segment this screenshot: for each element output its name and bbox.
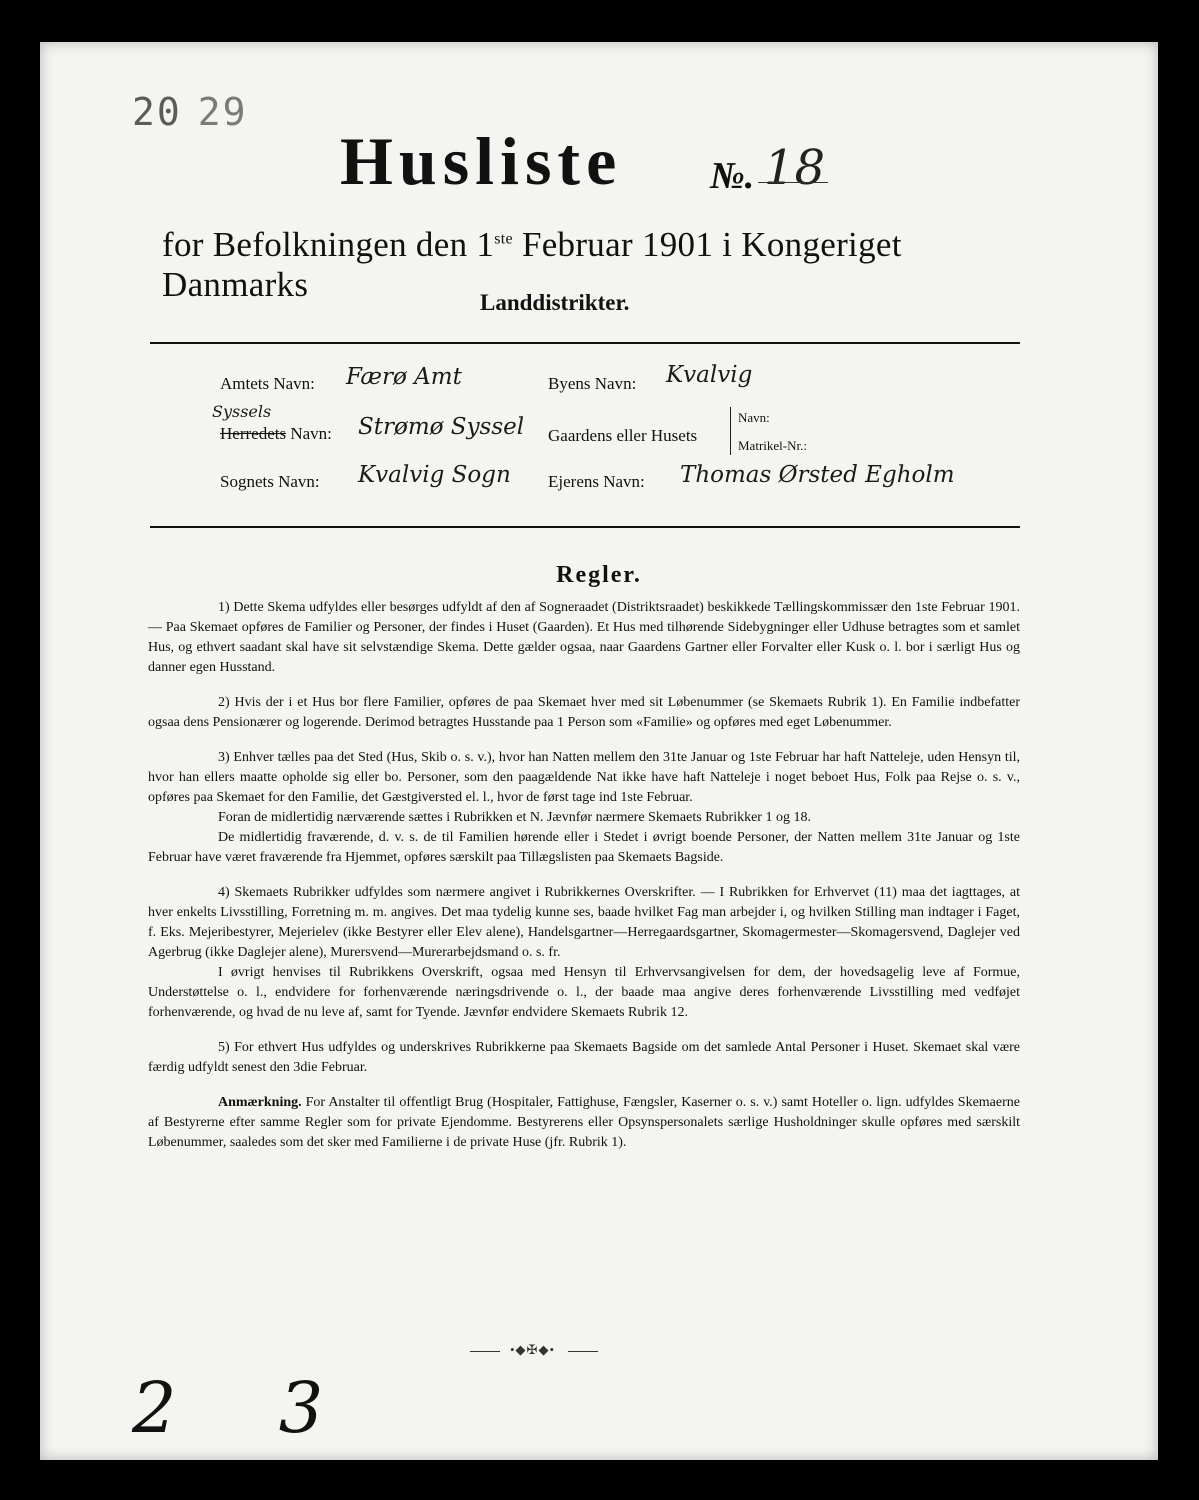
ornament-line-right [568,1351,598,1352]
gaardens-brace [730,407,731,455]
subtitle-part1: for Befolkningen den 1 [162,225,495,264]
byens-value: Kvalvig [666,362,753,388]
anmaerkning-label: Anmærkning. [218,1095,302,1110]
herredets-label: Navn: [286,424,332,443]
anmaerkning-text: For Anstalter til offentligt Brug (Hospitaler, Fattighuse, Fængsler, Kaserner o. s. v.) samt Hoteller o. lign. udfyldes Skemaerne af Bestyrerne efter samme Regler som for private Ejendomme. Bestyrerens eller Opsynspersonalets særlige Husholdninger skulle opføres med særskilt Løbenummer, saaledes som det sker med Familierne i de private Huse (jfr. Rubrik 1). [148,1095,1020,1150]
title-number-underline [758,182,828,183]
byens-label: Byens Navn: [548,374,637,393]
title-number-handwritten: 18 [764,140,826,196]
rule-4-continued: I øvrigt henvises til Rubrikkens Overskrift, ogsaa med Hensyn til Erhvervsangivelsen for dem, der hovedsagelig leve af Formue, Understøttelse o. l., endvidere for forhenværende næringsdrivende o. l., der baade maa angive deres forhenværende Livsstilling med vedføjet forhenværende, og hvad de nu leve af, samt for Tyende. Jævnfør endvidere Skemaets Rubrik 12. [148,965,1020,1020]
rule-3: 3) Enhver tælles paa det Sted (Hus, Skib o. s. v.), hvor han Natten mellem den 31te Januar og 1ste Februar har haft Natteleje, uden Hensyn til, hvor han ellers maatte opholde sig eller bo. Personer, som den paagældende Nat ikke have haft Natteleje i noget beboet Hus, Folk paa Rejse o. s. v., opføres paa Skemaet for den Familie, det Gæstgiversted el. l., hvor de først tage ind 1ste Februar. [148,750,1020,805]
bottom-handwritten-number: 2 3 [132,1367,364,1449]
stamp-numbers [132,90,248,134]
regler-heading: Regler. [556,562,642,588]
anmaerkning [148,1093,1020,1153]
divider-top [150,342,1020,344]
stamp-number-1: 20 [132,90,182,134]
herredets-correction: Syssels [212,402,272,421]
title-number-prefix: №. [710,155,755,197]
herredets-struck: Herredets [220,424,287,443]
sognets-label: Sognets Navn: [220,472,320,491]
subtitle-part2: Februar 1901 i Kongeriget Danmarks [162,225,902,304]
sognets-value: Kvalvig Sogn [358,462,511,488]
herredets-value: Strømø Syssel [358,414,525,440]
ejerens-value: Thomas Ørsted Egholm [680,462,955,488]
page-title: Husliste [340,123,623,199]
rule-5: 5) For ethvert Hus udfyldes og underskrives Rubrikkerne paa Skemaets Bagside om det samlede Antal Personer i Huset. Skemaet skal være færdig udfyldt senest den 3die Februar. [148,1040,1020,1075]
ornament-line-left [470,1351,500,1352]
rule-1: 1) Dette Skema udfyldes eller besørges udfyldt af den af Sogneraadet (Distriktsraadet) beskikkede Tællingskommissær den 1ste Februar 1901. — Paa Skemaet opføres de Familier og Personer, der findes i Huset (Gaarden). Et Hus med tilhørende Sidebygninger eller Udhuse betragtes som et samlet Hus, og ethvert saadant skal have sit selvstændige Skema. Dette gælder ogsaa, naar Gaardens Gartner eller Forvalter eller Kusk o. l. bor i særligt Hus og danner egen Husstand. [148,600,1020,675]
navn-label: Navn: [738,410,770,425]
matrikel-label: Matrikel-Nr.: [738,438,807,453]
stamp-number-2: 29 [197,90,248,134]
amtets-label: Amtets Navn: [220,374,315,393]
ejerens-label: Ejerens Navn: [548,472,645,491]
rule-4: 4) Skemaets Rubrikker udfyldes som nærmere angivet i Rubrikkernes Overskrifter. — I Rubrikken for Erhvervet (11) maa det iagttages, at hver enkelts Livsstilling, Forretning m. m. angives. Det maa tydelig kunne ses, baade hvilket Fag man arbejder i, og hvilken Stilling man indtager i Faget, f. Eks. Mejeribestyrer, Mejerielev (ikke Bestyrer eller Elev alene), Handelsgartner—Herregaardsgartner, Skomagermester—Skomagersvend, Daglejer ved Agerbrug (ikke Daglejer alene), Murersvend—Murerarbejdsmand o. s. fr. [148,885,1020,960]
gaardens-label: Gaardens eller Husets [548,426,698,445]
ornament: •◆✠◆• [510,1342,555,1357]
rule-2: 2) Hvis der i et Hus bor flere Familier, opføres de paa Skemaet hver med sit Løbenummer (se Skemaets Rubrik 1). En Familie indbefatter ogsaa dens Pensionærer og logerende. Derimod betragtes Husstande paa 1 Person som «Familie» og opføres med eget Løbenummer. [148,695,1020,730]
landdistrikter-heading: Landdistrikter. [480,290,630,315]
herredets-label-group [220,424,332,444]
amtets-value: Færø Amt [346,364,462,390]
subtitle-sup: ste [494,230,513,248]
rules-text [148,598,1020,1168]
census-form-page [40,42,1158,1460]
rule-3-fravaerende: De midlertidig fraværende, d. v. s. de til Familien hørende eller i Stedet i øvrigt boende Personer, der Natten mellem 31te Januar og 1ste Februar have været fraværende fra Hjemmet, opføres særskilt paa Tillægslisten paa Skemaets Bagside. [148,830,1020,865]
divider-bottom [150,526,1020,528]
rule-3-foran: Foran de midlertidig nærværende sættes i Rubrikken et N. Jævnfør nærmere Skemaets Rubrikker 1 og 18. [218,810,811,825]
